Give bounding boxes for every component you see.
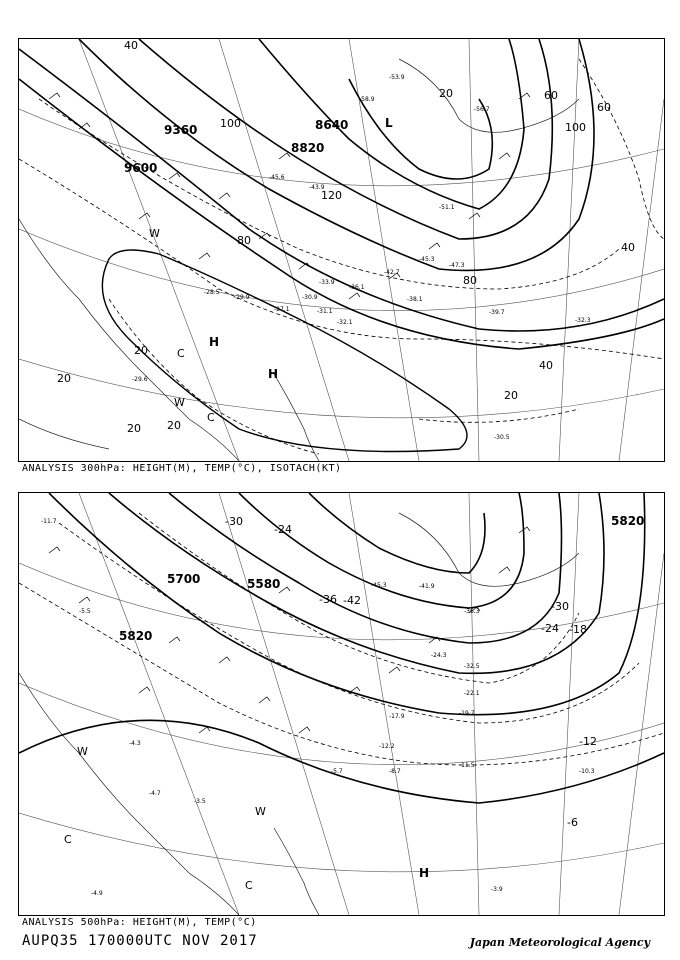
height-label: 5700 [167,572,201,586]
isotherm-label: -30 [551,600,569,613]
graticule-lines [19,493,664,915]
caption-500hpa: ANALYSIS 500hPa: HEIGHT(M), TEMP(°C) [22,917,257,928]
caption-300hpa: ANALYSIS 300hPa: HEIGHT(M), TEMP(°C), ISOTACH(KT) [22,463,342,474]
temp-value: -4.7 [149,790,161,797]
temp-value: -38.1 [407,296,423,303]
temp-value: -43.9 [309,184,325,191]
isotherms [19,513,664,765]
temp-value: -28.5 [204,289,220,296]
isotach-label: 100 [565,121,586,134]
isotach-label: 20 [57,372,71,385]
temp-value: -36.1 [349,284,365,291]
temp-value: -17.9 [389,713,405,720]
map-panel-300hpa [18,38,665,462]
temp-value: -42.7 [384,269,400,276]
isotherm-label: -6 [567,816,578,829]
pressure-center-label: C [177,347,185,360]
temp-value: -45.3 [419,256,435,263]
isotach-label: 80 [237,234,251,247]
agency-credit: Japan Meteorological Agency [469,936,650,949]
chart-code-and-time: AUPQ35 170000UTC NOV 2017 [22,933,258,949]
temp-value: -32.1 [337,319,353,326]
isotach-label: 20 [504,389,518,402]
temp-value: -56.7 [474,106,490,113]
temp-value: -3.5 [194,798,206,805]
temp-value: -58.9 [359,96,375,103]
temp-value: -30.5 [494,434,510,441]
isotach-label: 120 [321,189,342,202]
temp-value: -51.1 [439,204,455,211]
isotach-label: 80 [463,274,477,287]
height-label: 8820 [291,141,325,155]
height-label: 9600 [124,161,158,175]
isotach-label: 20 [439,87,453,100]
isotach-label: 40 [124,39,138,52]
pressure-center-label: H [209,335,220,349]
pressure-center-label: W [174,396,185,409]
temp-value: -22.1 [464,690,480,697]
isotherm-label: -42 [343,594,361,607]
temp-value: -5.7 [331,768,343,775]
height-label: 5820 [119,629,153,643]
temp-value: -30.9 [302,294,318,301]
pressure-center-label: W [255,805,266,818]
isotherm-label: -24 [541,622,559,635]
temp-value: -10.3 [579,768,595,775]
isotherm-label: -12 [579,735,597,748]
pressure-center-label: L [385,116,393,130]
height-label: 5580 [247,577,281,591]
height-label: 5820 [611,514,645,528]
temp-value: -24.3 [431,652,447,659]
height-label: 9360 [164,123,198,137]
temp-value: -53.9 [389,74,405,81]
temp-value: -11.5 [459,762,475,769]
pressure-center-label: H [268,367,279,381]
pressure-center-label: W [77,745,88,758]
graticule-lines [19,39,664,461]
isotach-label: 60 [544,89,558,102]
temp-value: -39.7 [489,309,505,316]
temp-value: -45.3 [371,582,387,589]
temp-value: -29.9 [234,294,250,301]
temp-value: -3.9 [491,886,503,893]
map-panel-500hpa [18,492,665,916]
temp-value: -47.3 [449,262,465,269]
isotherm-label: -30 [225,515,243,528]
temp-value: -5.5 [79,608,91,615]
temp-value: -8.7 [389,768,401,775]
isotherm-label: -24 [274,523,292,536]
temp-value: -4.9 [91,890,103,897]
isotherm-label: -18 [569,623,587,636]
isotherm-label: -36 [319,593,337,606]
temp-value: -45.6 [269,174,285,181]
pressure-center-label: W [149,227,160,240]
temp-value: -31.1 [317,308,333,315]
isotach-label: 20 [127,422,141,435]
temp-value: -32.3 [575,317,591,324]
temp-value: -11.7 [41,518,57,525]
isotach-label: 60 [597,101,611,114]
temp-value: -4.3 [129,740,141,747]
pressure-center-label: C [64,833,72,846]
isotach-label: 20 [134,344,148,357]
temp-value: -33.9 [319,279,335,286]
isotach-label: 20 [167,419,181,432]
temp-value: -29.6 [132,376,148,383]
temp-value: -41.9 [419,583,435,590]
height-label: 8640 [315,118,349,132]
temp-value: -36.3 [464,608,480,615]
isotach-label: 40 [621,241,635,254]
pressure-center-label: C [207,411,215,424]
temp-value: -32.5 [464,663,480,670]
temp-value: -19.7 [459,710,475,717]
pressure-center-label: H [419,866,430,880]
isotach-label: 100 [220,117,241,130]
isotach-label: 40 [539,359,553,372]
pressure-center-label: C [245,879,253,892]
map-500hpa-svg [19,493,664,915]
map-300hpa-svg [19,39,664,461]
temp-value: -27.1 [274,306,290,313]
temp-value: -12.2 [379,743,395,750]
